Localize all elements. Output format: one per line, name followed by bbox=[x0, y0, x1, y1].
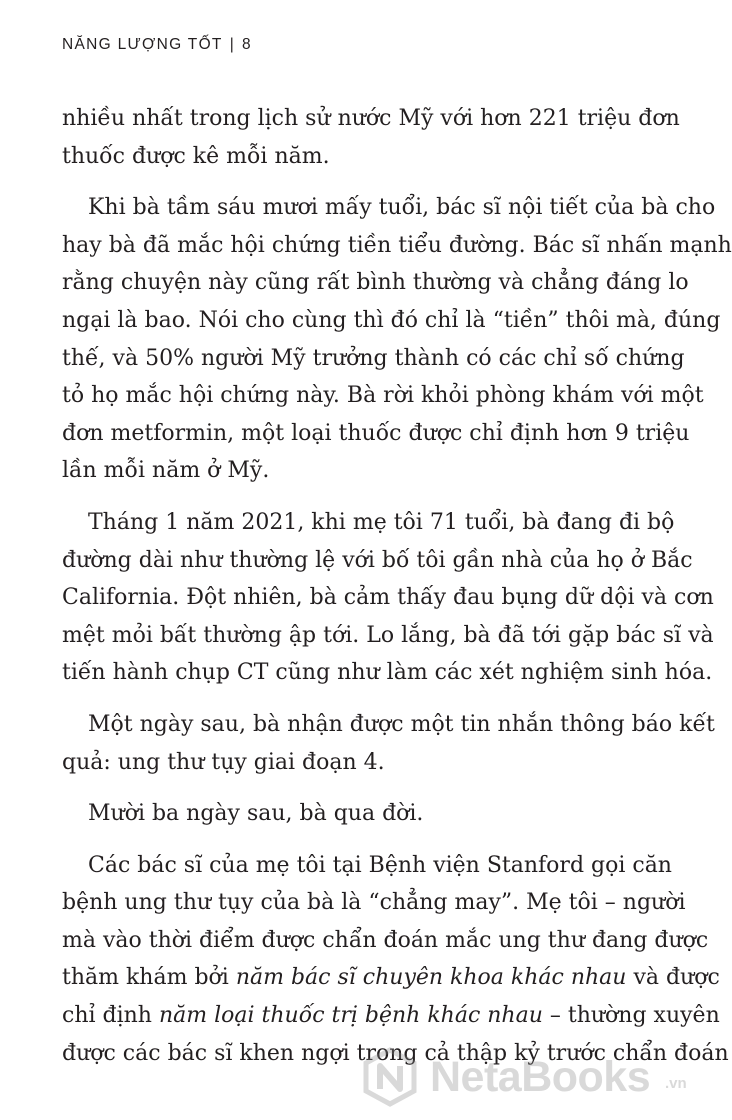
netabooks-n-logo-icon bbox=[360, 1047, 420, 1107]
page-number: 8 bbox=[242, 36, 252, 53]
paragraph-6 bbox=[62, 847, 729, 1073]
watermark-suffix: .vn bbox=[665, 1075, 687, 1092]
text-line: tỏ họ mắc hội chứng này. Bà rời khỏi phòng khám với một bbox=[62, 383, 704, 409]
text-line: bệnh ung thư tụy của bà là “chẳng may”. Mẹ tôi – người bbox=[62, 890, 686, 916]
emphasis-text: năm bác sĩ chuyên khoa khác nhau bbox=[235, 965, 627, 991]
text-line: quả: ung thư tụy giai đoạn 4. bbox=[62, 749, 385, 775]
book-title: NĂNG LƯỢNG TỐT bbox=[62, 36, 223, 53]
text-line: Khi bà tầm sáu mươi mấy tuổi, bác sĩ nội tiết của bà cho bbox=[88, 195, 716, 221]
text-line-with-emphasis bbox=[62, 959, 720, 997]
text-line: nhiều nhất trong lịch sử nước Mỹ với hơn 221 triệu đơn bbox=[62, 106, 680, 131]
text-run: thăm khám bởi bbox=[62, 965, 236, 991]
text-run: chỉ định bbox=[62, 1003, 159, 1029]
text-line: mà vào thời điểm được chẩn đoán mắc ung thư đang được bbox=[62, 927, 709, 953]
text-line: tiến hành chụp CT cũng như làm các xét nghiệm sinh hóa. bbox=[62, 660, 713, 686]
text-line: Mười ba ngày sau, bà qua đời. bbox=[88, 801, 424, 827]
header-separator: | bbox=[229, 36, 236, 53]
text-line: mệt mỏi bất thường ập tới. Lo lắng, bà đã tới gặp bác sĩ và bbox=[62, 622, 714, 648]
text-line: Tháng 1 năm 2021, khi mẹ tôi 71 tuổi, bà đang đi bộ bbox=[88, 509, 675, 535]
paragraph-5 bbox=[62, 795, 640, 833]
text-line: Các bác sĩ của mẹ tôi tại Bệnh viện Stanford gọi căn bbox=[88, 852, 672, 878]
paragraph-4 bbox=[62, 706, 715, 781]
text-line: được các bác sĩ khen ngợi trong cả thập kỷ trước chẩn đoán bbox=[62, 1040, 729, 1066]
text-line-with-emphasis bbox=[62, 997, 720, 1035]
text-run: – thường xuyên bbox=[542, 1003, 720, 1029]
text-line: rằng chuyện này cũng rất bình thường và chẳng đáng lo bbox=[62, 270, 689, 296]
text-line: California. Đột nhiên, bà cảm thấy đau bụng dữ dội và cơn bbox=[62, 585, 714, 611]
text-line: thế, và 50% người Mỹ trưởng thành có các chỉ số chứng bbox=[62, 345, 685, 371]
paragraph-3 bbox=[62, 504, 714, 692]
text-run: và được bbox=[626, 965, 720, 991]
emphasis-text: năm loại thuốc trị bệnh khác nhau bbox=[158, 1003, 543, 1029]
watermark-brand: NetaBooks bbox=[430, 1053, 651, 1101]
netabooks-watermark bbox=[360, 1047, 690, 1107]
text-line: thuốc được kê mỗi năm. bbox=[62, 143, 330, 169]
text-line: hay bà đã mắc hội chứng tiền tiểu đường. Bác sĩ nhấn mạnh bbox=[62, 232, 732, 258]
text-line: ngại là bao. Nói cho cùng thì đó chỉ là “tiền” thôi mà, đúng bbox=[62, 307, 721, 333]
running-header bbox=[62, 36, 252, 54]
paragraph-1 bbox=[62, 100, 680, 175]
paragraph-2 bbox=[62, 189, 732, 490]
text-line: đơn metformin, một loại thuốc được chỉ định hơn 9 triệu bbox=[62, 420, 690, 446]
text-line: lần mỗi năm ở Mỹ. bbox=[62, 458, 270, 484]
text-line: Một ngày sau, bà nhận được một tin nhắn thông báo kết bbox=[88, 711, 715, 737]
text-line: đường dài như thường lệ với bố tôi gần nhà của họ ở Bắc bbox=[62, 547, 693, 573]
